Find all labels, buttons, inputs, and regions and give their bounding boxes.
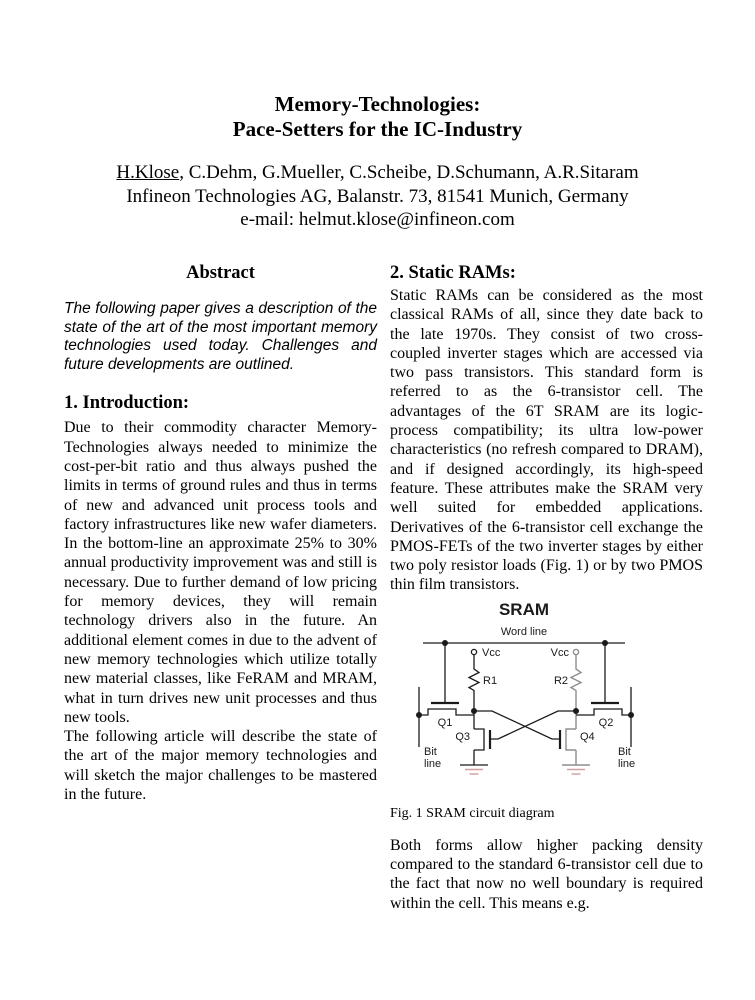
paper-title [0,92,755,142]
cross-couple-wire-left-to-q4 [474,711,560,739]
vcc-terminal-icon [573,649,578,654]
cross-couple-wire-right-to-q3 [490,711,576,739]
author-block [0,161,755,232]
bit-line-right-label-1: Bit [618,745,631,758]
authors-line [0,161,755,185]
abstract-text: The following paper gives a description of the state of the art of the most important memory technologies used today. Challenges and future developments are outlined. [64,300,377,373]
q2-channel [576,709,631,715]
word-line-label: Word line [500,625,548,638]
q4-label: Q4 [580,730,595,743]
author-hklose: H.Klose [116,162,180,183]
resistor-r1 [469,665,479,695]
figure-title: SRAM [498,599,550,619]
sram-figure [390,599,703,822]
q4-channel [566,729,576,750]
vcc-right-label: Vcc [550,646,569,659]
left-column [64,262,377,804]
figure-caption: Fig. 1 SRAM circuit diagram [390,805,555,821]
bit-line-right-label-2: line [618,757,636,770]
paper-title-line1: Memory-Technologies: [274,92,481,116]
introduction-paragraph-1: Due to their commodity character Memory-Technologies always needed to minimize the cost-per-bit ratio and thus always pushed the limits in terms of ground rules and thus in terms of new and advanced unit process tools and factory infrastructures like new wafer diameters. In the bottom-line an approximate 25% to 30% annual productivity improvement was and still is necessary. Due to further demand of low pricing for memory devices, they will remain technology drivers also in the future. An additional element comes in due to the advent of new memory technologies which utilize totally new material classes, like FeRAM and MRAM, what in turn drives new unit processes and thus new tools. [64,419,377,726]
paper-title-line2: Pace-Setters for the IC-Industry [232,117,523,141]
static-rams-paragraph-2: Both forms allow higher packing density compared to the standard 6-transistor cell due to the fact that now no well boundary is required within the cell. This means e.g. [390,836,703,912]
static-rams-paragraph-1: Static RAMs can be considered as the most classical RAMs of all, since they date back to the late 1970s. They consist of two cross-coupled inverter stages which are accessed via two pass transistors. This standard form is referred to as the 6-transistor cell. The advantages of the 6T SRAM are its logic-process compatibility; its ultra low-power characteristics (no refresh compared to DRAM), and if designed accordingly, its high-speed feature. These attributes make the SRAM very well suited for embedded applications. Derivatives of the 6-transistor cell exchange the PMOS-FETs of the two inverter stages by either two poly resistor loads (Fig. 1) or by two PMOS thin film transistors. [390,287,703,594]
q1-label: Q1 [437,716,453,729]
vcc-terminal-icon [471,649,476,654]
bit-line-left-label-2: line [424,757,442,770]
affiliation-line: Infineon Technologies AG, Balanstr. 73, 81541 Munich, Germany [126,185,629,207]
right-column [390,262,703,913]
introduction-heading: 1. Introduction: [64,393,190,414]
static-rams-heading: 2. Static RAMs: [390,263,516,283]
email-line: e-mail: helmut.klose@infineon.com [240,209,515,230]
q3-label: Q3 [455,730,470,743]
q1-channel [419,709,474,715]
abstract-heading: Abstract [186,263,255,283]
q3-channel [474,729,484,750]
r2-label: R2 [553,674,568,687]
introduction-paragraph-2: The following article will describe the state of the art of the major memory technologies and will sketch the major challenges to be mastered in the future. [64,728,377,804]
r1-label: R1 [483,674,498,687]
resistor-r2 [571,665,581,695]
q2-label: Q2 [598,716,614,729]
authors-rest: , C.Dehm, G.Mueller, C.Scheibe, D.Schumann, A.R.Sitaram [179,162,639,183]
bit-line-left-label-1: Bit [424,745,437,758]
vcc-left-label: Vcc [482,646,501,659]
sram-circuit-diagram [390,599,700,804]
